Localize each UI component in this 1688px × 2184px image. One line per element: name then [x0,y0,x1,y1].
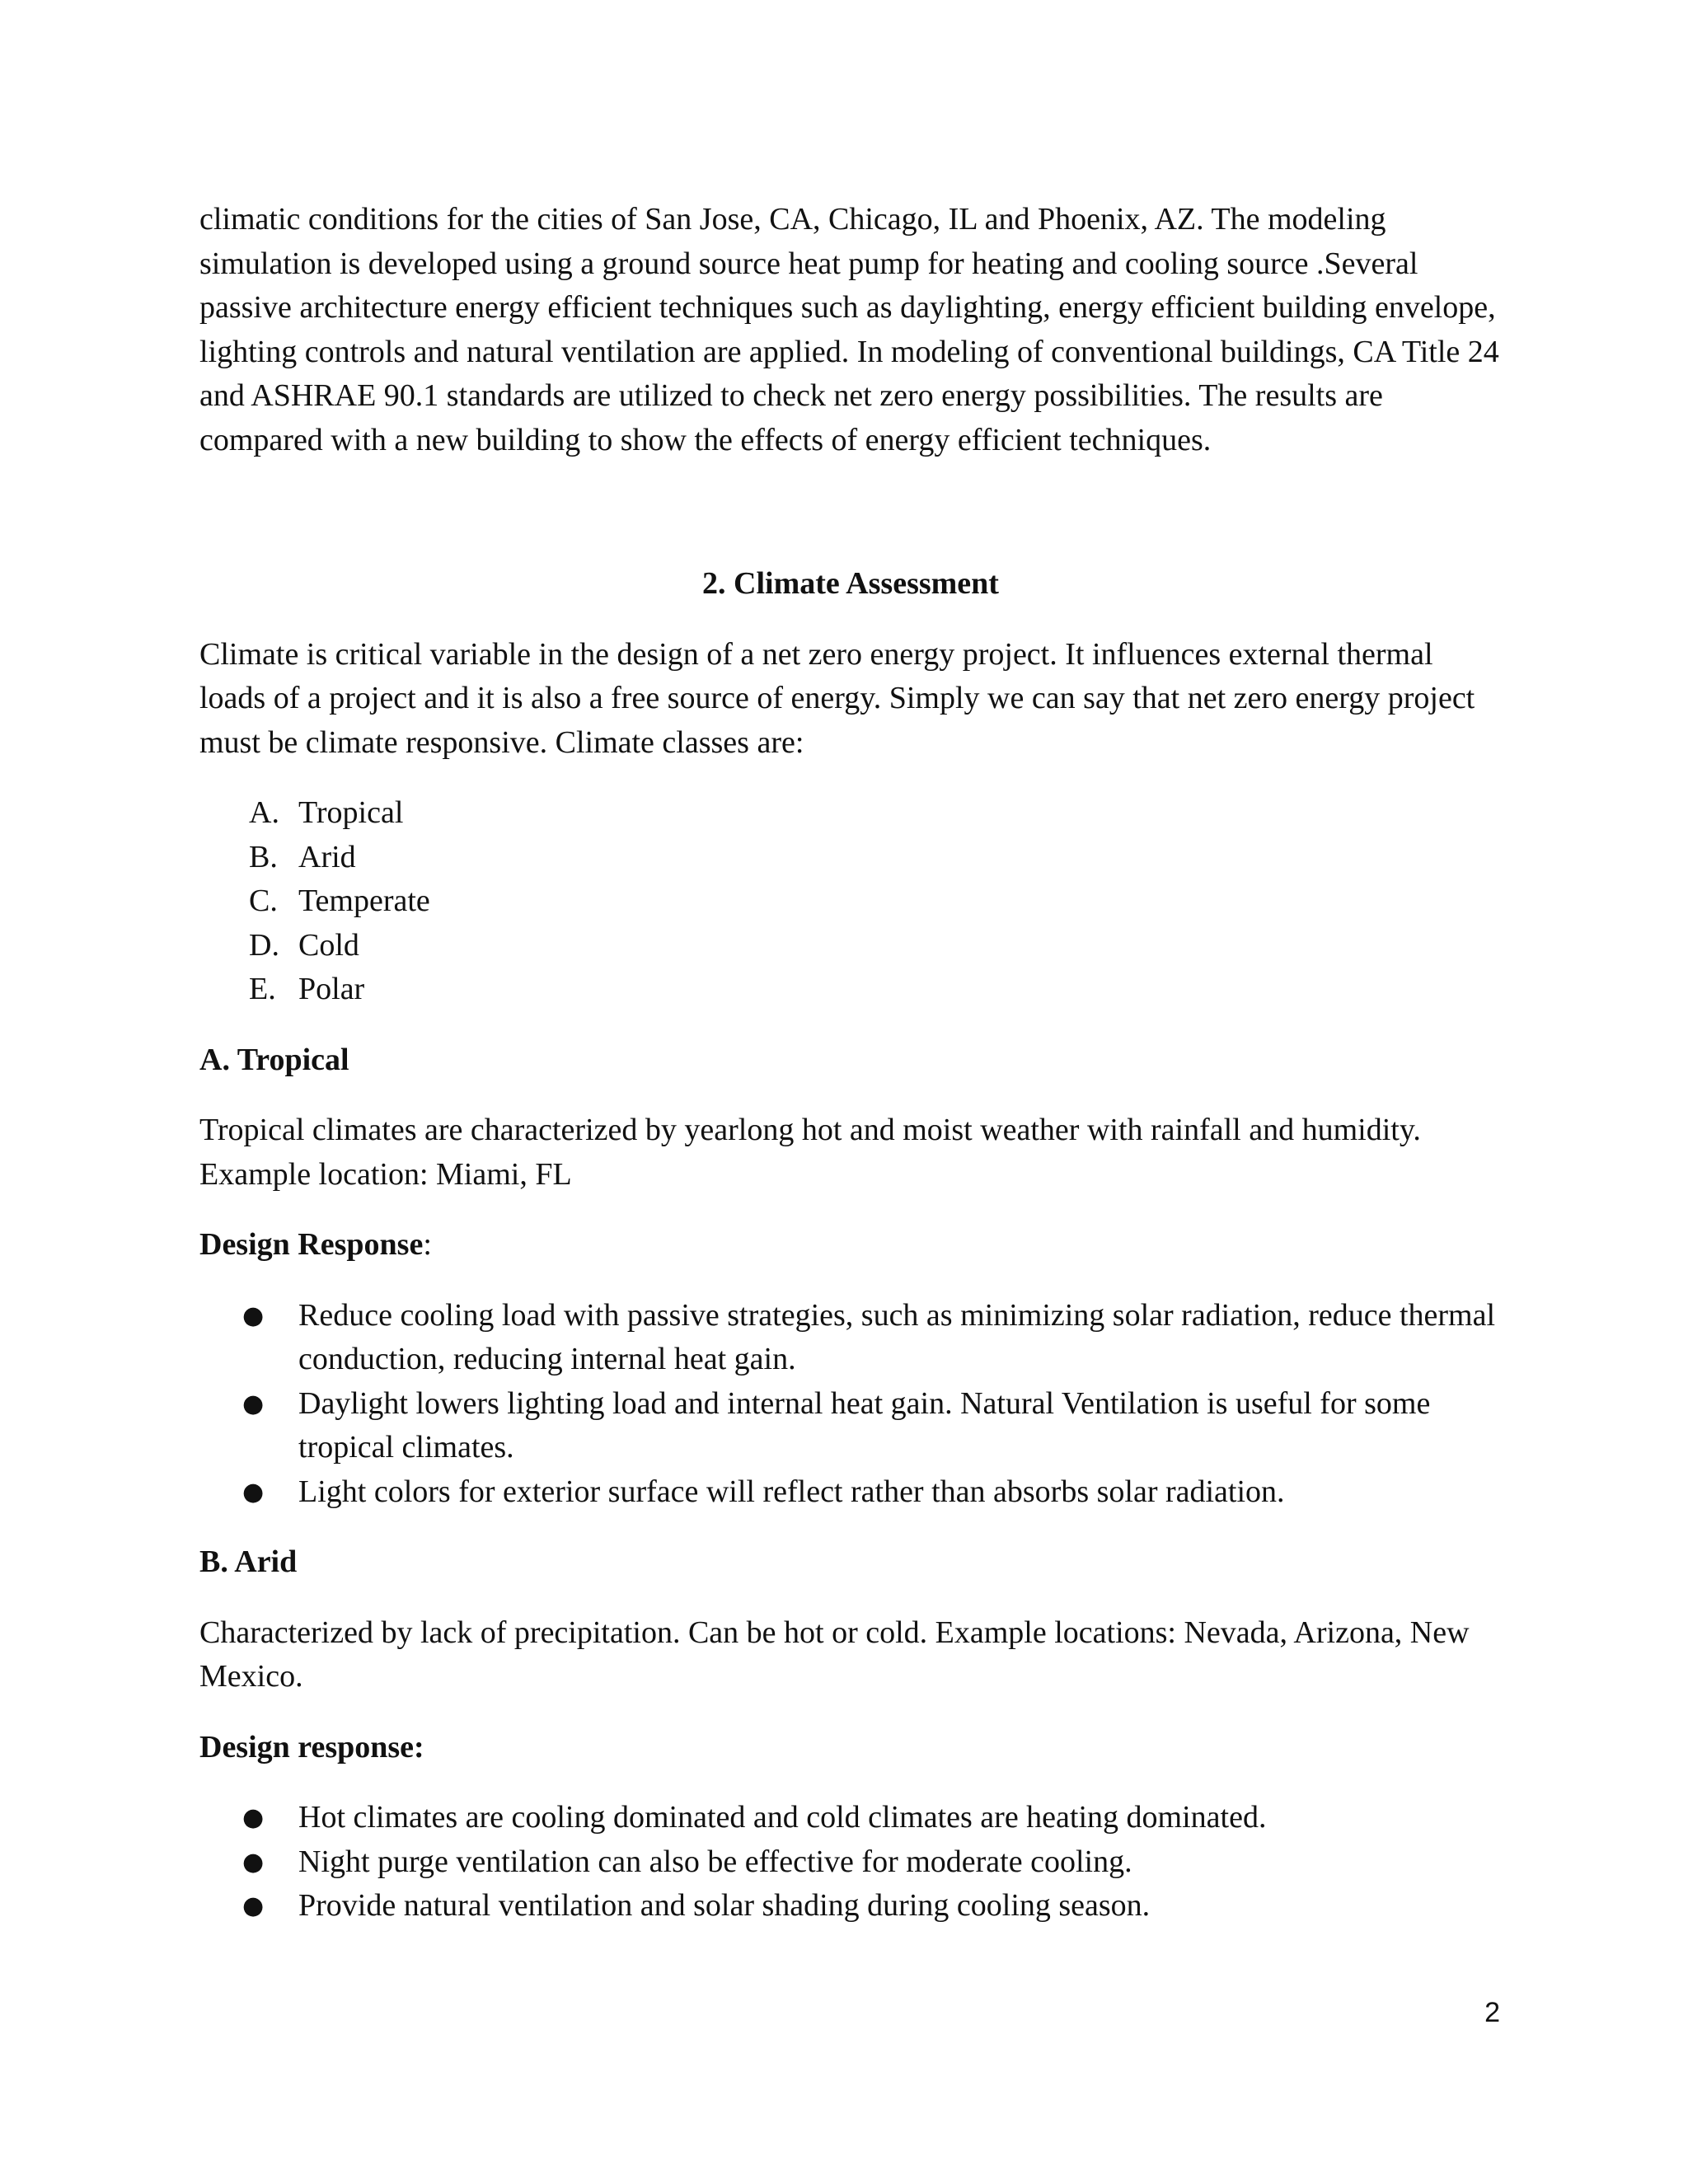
design-label-suffix: : [423,1227,432,1262]
list-marker: B. [249,839,278,874]
list-marker: D. [249,927,279,963]
design-label-text: Design Response [199,1227,424,1262]
bullet-icon: ● [242,1301,265,1330]
design-label-text: Design response: [199,1729,424,1765]
intro-paragraph: climatic conditions for the cities of San Jose, CA, Chicago, IL and Phoenix, AZ. The modeling simulation is developed using a ground source heat pump for heating and cooling source .Several passive architecture energy efficient techniques such as daylighting, energy efficient building envelope, lighting controls and natural ventilation are applied. In modeling of conventional buildings, CA Title 24 and ASHRAE 90.1 standards are utilized to check net zero energy possibilities. The results are compared with a new building to show the effects of energy efficient techniques. [199,202,1499,457]
bullet-text: Provide natural ventilation and solar shading during cooling season. [298,1888,1151,1923]
list-item-label: Cold [298,927,359,963]
list-item [199,879,1502,924]
bullet-icon: ● [242,1847,265,1877]
list-item [199,1796,1502,1840]
arid-paragraph: Characterized by lack of precipitation. Can be hot or cold. Example locations: Nevada, Arizona, New Mexico. [199,1615,1470,1694]
section-heading: 2. Climate Assessment [702,566,999,601]
bullet-icon: ● [242,1803,265,1832]
arid-bullets [199,1796,1502,1929]
arid-design-label [199,1726,1502,1770]
bullet-text: Light colors for exterior surface will reflect rather than absorbs solar radiation. [298,1474,1285,1509]
list-marker: C. [249,883,278,918]
list-marker: A. [249,795,279,830]
list-marker: E. [249,972,276,1006]
list-item [199,1294,1502,1382]
page-number: 2 [1484,1997,1500,2028]
list-item-label: Arid [298,839,356,874]
climate-paragraph: Climate is critical variable in the design of a net zero energy project. It influences external thermal loads of a project and it is also a free source of energy. Simply we can say that net zero energy project must be climate responsive. Climate classes are: [199,636,1475,760]
list-item [199,1382,1502,1470]
bullet-icon: ● [242,1477,265,1507]
list-item-label: Temperate [298,883,430,918]
list-item [199,1470,1502,1515]
list-item [199,1840,1502,1885]
tropical-design-label [199,1223,1502,1268]
bullet-icon: ● [242,1389,265,1418]
climate-classes-list [199,791,1502,1012]
bullet-text: Hot climates are cooling dominated and cold climates are heating dominated. [298,1800,1267,1835]
tropical-bullets [199,1294,1502,1515]
arid-heading: B. Arid [199,1544,298,1579]
list-item [199,968,1502,1012]
bullet-icon: ● [242,1891,265,1920]
list-item-label: Polar [298,972,365,1006]
list-item-label: Tropical [298,795,404,830]
bullet-text: Reduce cooling load with passive strategies, such as minimizing solar radiation, reduce thermal conduction, reducing internal heat gain. [298,1297,1496,1376]
list-item [199,924,1502,968]
document-page [199,198,1502,1955]
bullet-text: Night purge ventilation can also be effective for moderate cooling. [298,1844,1132,1879]
bullet-text: Daylight lowers lighting load and internal heat gain. Natural Ventilation is useful for some tropical climates. [298,1385,1431,1465]
tropical-heading: A. Tropical [199,1042,349,1077]
tropical-paragraph: Tropical climates are characterized by yearlong hot and moist weather with rainfall and humidity. Example location: Miami, FL [199,1113,1421,1192]
list-item [199,836,1502,880]
list-item [199,1884,1502,1929]
list-item [199,791,1502,836]
